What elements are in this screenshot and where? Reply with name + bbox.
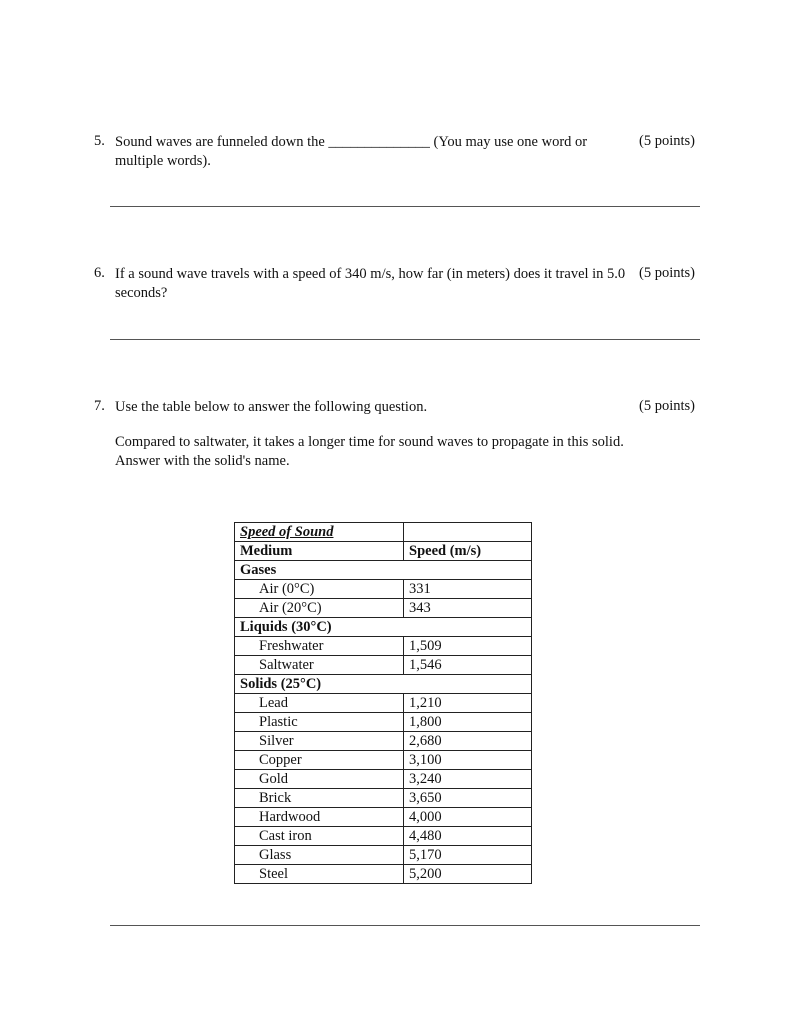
- table-row: [235, 694, 532, 713]
- speed-cell: 1,546: [404, 656, 532, 675]
- table-header-row: [235, 542, 532, 561]
- points-label: (5 points): [639, 398, 695, 414]
- speed-cell: 5,170: [404, 846, 532, 865]
- question-text: Use the table below to answer the following question.: [115, 399, 428, 415]
- table-row: [235, 637, 532, 656]
- speed-cell: 1,210: [404, 694, 532, 713]
- medium-cell: Air (20°C): [235, 599, 404, 618]
- category-row-liquids: [235, 618, 532, 637]
- medium-cell: Gold: [235, 770, 404, 789]
- answer-line-5[interactable]: [110, 206, 700, 207]
- answer-line-7[interactable]: [110, 925, 700, 926]
- medium-cell: Brick: [235, 789, 404, 808]
- category-label: Solids (25°C): [235, 675, 532, 694]
- question-number: 5.: [94, 133, 105, 149]
- medium-cell: Steel: [235, 865, 404, 884]
- points-label: (5 points): [639, 133, 695, 149]
- speed-cell: 1,800: [404, 713, 532, 732]
- medium-cell: Hardwood: [235, 808, 404, 827]
- medium-cell: Glass: [235, 846, 404, 865]
- table-row: [235, 656, 532, 675]
- speed-cell: 331: [404, 580, 532, 599]
- question-number: 7.: [94, 398, 105, 414]
- medium-cell: Cast iron: [235, 827, 404, 846]
- medium-cell: Plastic: [235, 713, 404, 732]
- speed-cell: 2,680: [404, 732, 532, 751]
- speed-cell: 4,000: [404, 808, 532, 827]
- speed-cell: 3,650: [404, 789, 532, 808]
- speed-cell: 1,509: [404, 637, 532, 656]
- table-row: [235, 827, 532, 846]
- table-row: [235, 789, 532, 808]
- table-row: [235, 732, 532, 751]
- medium-cell: Saltwater: [235, 656, 404, 675]
- table-title: Speed of Sound: [235, 523, 404, 542]
- category-row-gases: [235, 561, 532, 580]
- table-row: [235, 846, 532, 865]
- speed-cell: 3,100: [404, 751, 532, 770]
- medium-cell: Copper: [235, 751, 404, 770]
- category-label: Gases: [235, 561, 532, 580]
- table-row: [235, 580, 532, 599]
- speed-cell: 4,480: [404, 827, 532, 846]
- table-row: [235, 713, 532, 732]
- question-text: If a sound wave travels with a speed of 340 m/s, how far (in meters) does it travel in 5.0 seconds?: [115, 266, 626, 301]
- column-header-speed: Speed (m/s): [404, 542, 532, 561]
- table-row: [235, 865, 532, 884]
- speed-cell: 5,200: [404, 865, 532, 884]
- category-label: Liquids (30°C): [235, 618, 532, 637]
- category-row-solids: [235, 675, 532, 694]
- question-text: Sound waves are funneled down the ______________ (You may use one word or multiple words).: [115, 134, 588, 169]
- question-number: 6.: [94, 265, 105, 281]
- question-7-prompt: Compared to saltwater, it takes a longer time for sound waves to propagate in this solid. Answer with the solid's name.: [115, 434, 624, 469]
- table-row: [235, 599, 532, 618]
- table-row: [235, 751, 532, 770]
- table-row: [235, 808, 532, 827]
- table-title-row: [235, 523, 532, 542]
- column-header-medium: Medium: [235, 542, 404, 561]
- empty-cell: [404, 523, 532, 542]
- medium-cell: Lead: [235, 694, 404, 713]
- medium-cell: Freshwater: [235, 637, 404, 656]
- answer-line-6[interactable]: [110, 339, 700, 340]
- points-label: (5 points): [639, 265, 695, 281]
- speed-of-sound-table: [234, 522, 532, 884]
- table-row: [235, 770, 532, 789]
- medium-cell: Air (0°C): [235, 580, 404, 599]
- speed-cell: 343: [404, 599, 532, 618]
- speed-cell: 3,240: [404, 770, 532, 789]
- medium-cell: Silver: [235, 732, 404, 751]
